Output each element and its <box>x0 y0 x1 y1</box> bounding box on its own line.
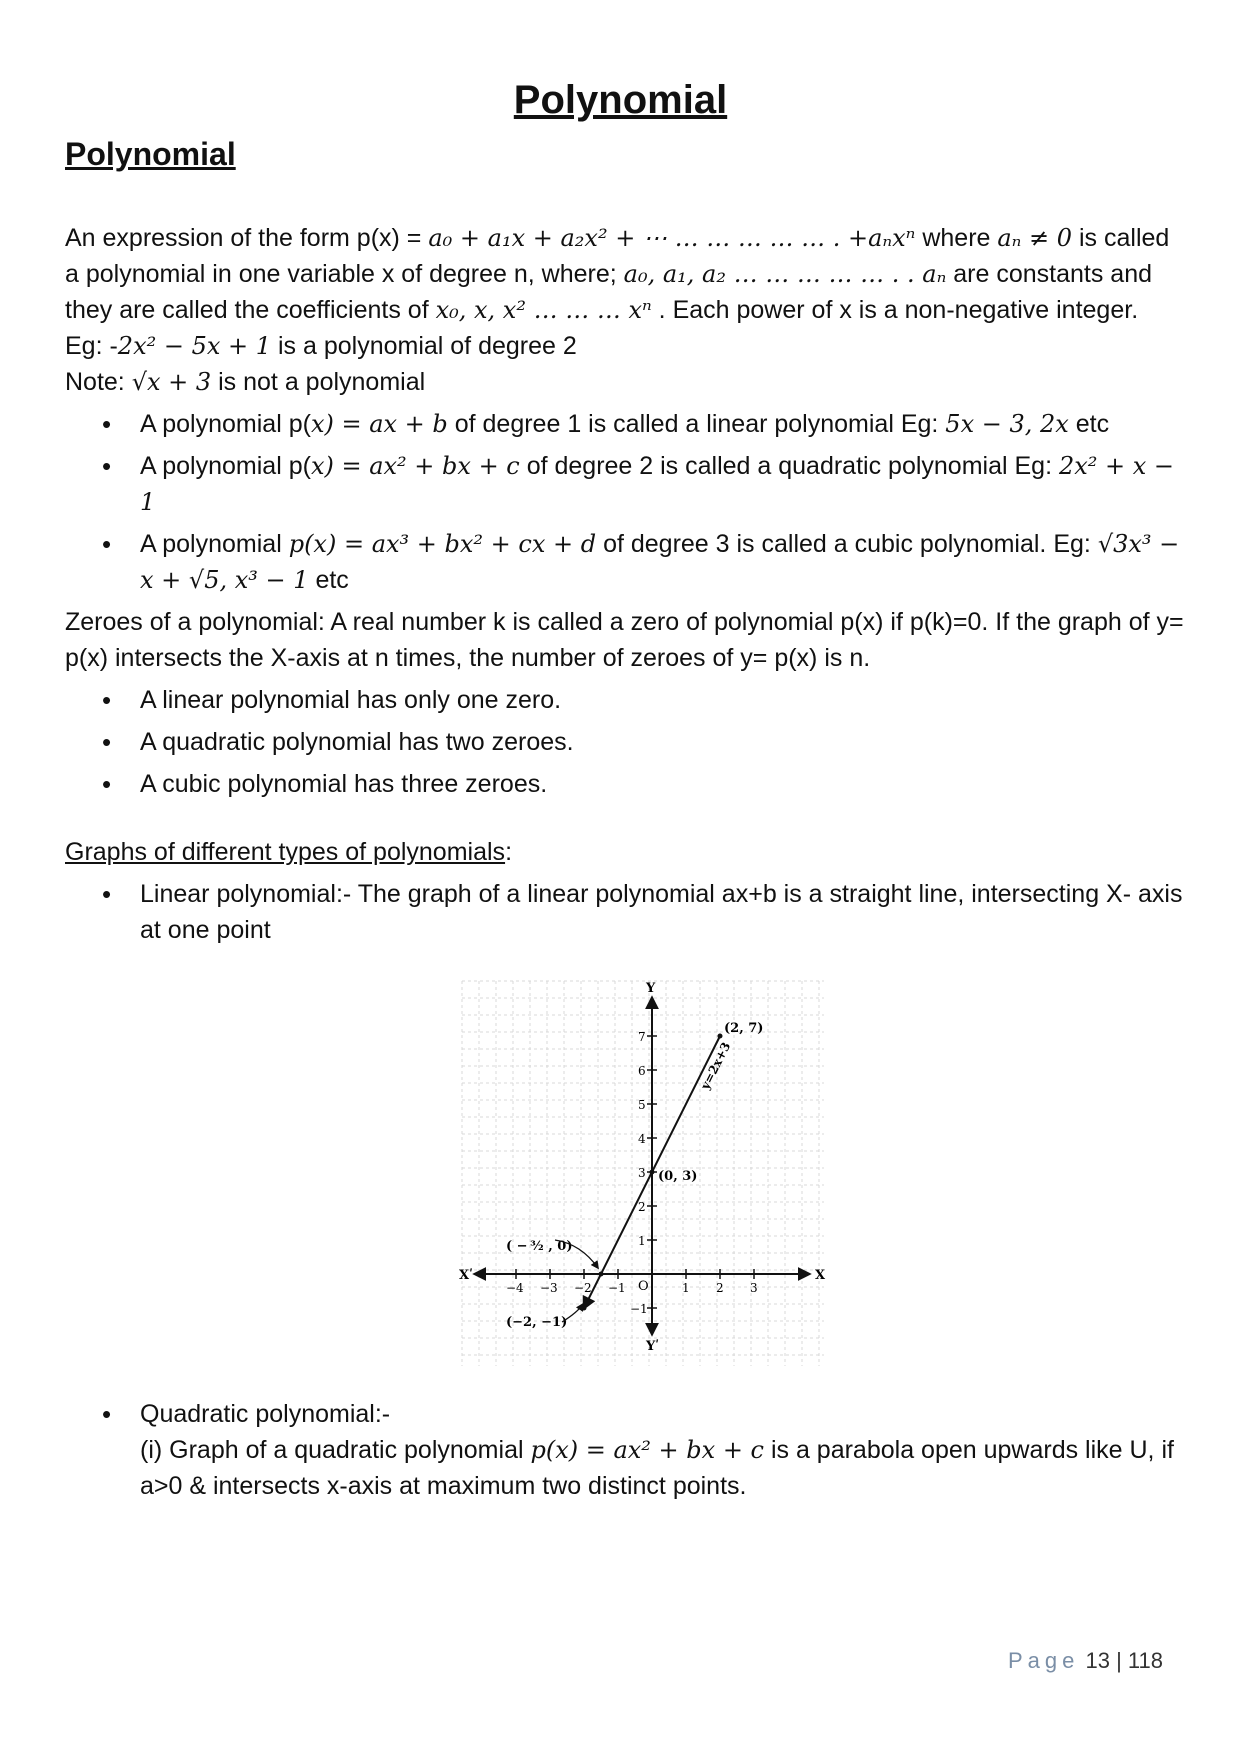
y-tick-label: 5 <box>638 1098 646 1112</box>
page-total: 118 <box>1127 1648 1163 1673</box>
section-title: Polynomial <box>65 136 236 172</box>
point-label: ( − ³⁄₂ , 0) <box>506 1239 573 1254</box>
pointer-arrow <box>562 1304 583 1322</box>
powers-list: x₀, x, x² … … … xⁿ <box>435 296 652 324</box>
zeroes-paragraph: Zeroes of a polynomial: A real number k is called a zero of polynomial p(x) if p(k)=0. If the graph of y= p(x) intersects the X-axis at n times, the number of zeroes of y= p(x) is n. <box>65 608 1184 672</box>
zeroes-list <box>65 682 1185 802</box>
page-footer: Page 13 | 118 <box>1007 1648 1163 1673</box>
list-item: • A polynomial p(x) = ax + b of degree 1 is called a linear polynomial Eg: 5x − 3, 2x etc <box>65 406 1185 442</box>
data-point <box>718 1034 723 1039</box>
graphs-heading: Graphs of different types of polynomials: <box>65 838 513 866</box>
data-point <box>582 1306 587 1311</box>
quadratic-list <box>65 1396 1185 1504</box>
linear-graph <box>457 976 829 1372</box>
polynomial-expression: a₀ + a₁x + a₂x² + ⋯ … … … … … . +aₙxⁿ <box>428 224 916 252</box>
y-tick-label: 1 <box>638 1234 646 1248</box>
x-tick-label: −1 <box>608 1281 626 1295</box>
point-label: (0, 3) <box>658 1169 698 1184</box>
point-label: (−2, −1) <box>506 1315 568 1330</box>
leading-coefficient-condition: aₙ ≠ 0 <box>997 224 1073 252</box>
definition-paragraph: An expression of the form p(x) = a₀ + a₁x + a₂x² + ⋯ … … … … … . +aₙxⁿ where aₙ ≠ 0 is called a polynomial in one variable x of degree n, where; a₀, a₁, a₂ … … … … … . . aₙ are constants and they are called the coefficients of x₀, x, x² … … … xⁿ . Each power of x is a non-negative integer. <box>65 224 1170 324</box>
x-neg-axis-label: Xʹ <box>459 1268 474 1283</box>
content-body <box>65 220 1185 1510</box>
list-item: • A polynomial p(x) = ax³ + bx² + cx + d of degree 3 is called a cubic polynomial. Eg: √3x³ − x + √5, x³ − 1 etc <box>65 526 1185 598</box>
y-tick-label: 2 <box>638 1200 646 1214</box>
list-item: • Quadratic polynomial:- (i) Graph of a quadratic polynomial p(x) = ax² + bx + c is a parabola open upwards like U, if a>0 & intersects x-axis at maximum two distinct points. <box>65 1396 1185 1504</box>
graph-types-list <box>65 876 1185 948</box>
y-axis-label: Y <box>646 981 656 996</box>
data-point <box>650 1170 655 1175</box>
point-label: (2, 7) <box>724 1021 764 1036</box>
x-tick-label: 1 <box>682 1281 690 1295</box>
x-axis-label: X <box>815 1268 826 1283</box>
y-neg-axis-label: Yʹ <box>646 1339 660 1354</box>
x-tick-label: −2 <box>574 1281 592 1295</box>
list-item: • A polynomial p(x) = ax² + bx + c of degree 2 is called a quadratic polynomial Eg: 2x² + x − 1 <box>65 448 1185 520</box>
x-tick-label: −4 <box>506 1281 524 1295</box>
y-tick-label: −1 <box>630 1302 648 1316</box>
y-tick-label: 3 <box>638 1166 646 1180</box>
list-item: • A cubic polynomial has three zeroes. <box>65 766 1185 802</box>
page-word: Page <box>1007 1648 1080 1673</box>
list-item: • A linear polynomial has only one zero. <box>65 682 1185 718</box>
origin-label: O <box>638 1279 649 1294</box>
list-item: • A quadratic polynomial has two zeroes. <box>65 724 1185 760</box>
series-label: y=2x+3 <box>698 1039 734 1092</box>
x-tick-label: 2 <box>716 1281 724 1295</box>
note-line: Note: √x + 3 is not a polynomial <box>65 368 426 396</box>
y-tick-label: 4 <box>638 1132 646 1146</box>
page-number: 13 <box>1085 1648 1110 1673</box>
x-tick-label: 3 <box>750 1281 758 1295</box>
polynomial-types-list <box>65 406 1185 598</box>
y-tick-label: 6 <box>638 1064 646 1078</box>
list-item: • Linear polynomial:- The graph of a linear polynomial ax+b is a straight line, intersecting X- axis at one point <box>65 876 1185 948</box>
example-line: Eg: -2x² − 5x + 1 is a polynomial of degree 2 <box>65 332 577 360</box>
data-point <box>599 1272 604 1277</box>
y-tick-label: 7 <box>638 1030 646 1044</box>
x-tick-label: −3 <box>540 1281 558 1295</box>
page-title: Polynomial <box>513 78 728 122</box>
coefficients-list: a₀, a₁, a₂ … … … … … . . aₙ <box>623 260 947 288</box>
